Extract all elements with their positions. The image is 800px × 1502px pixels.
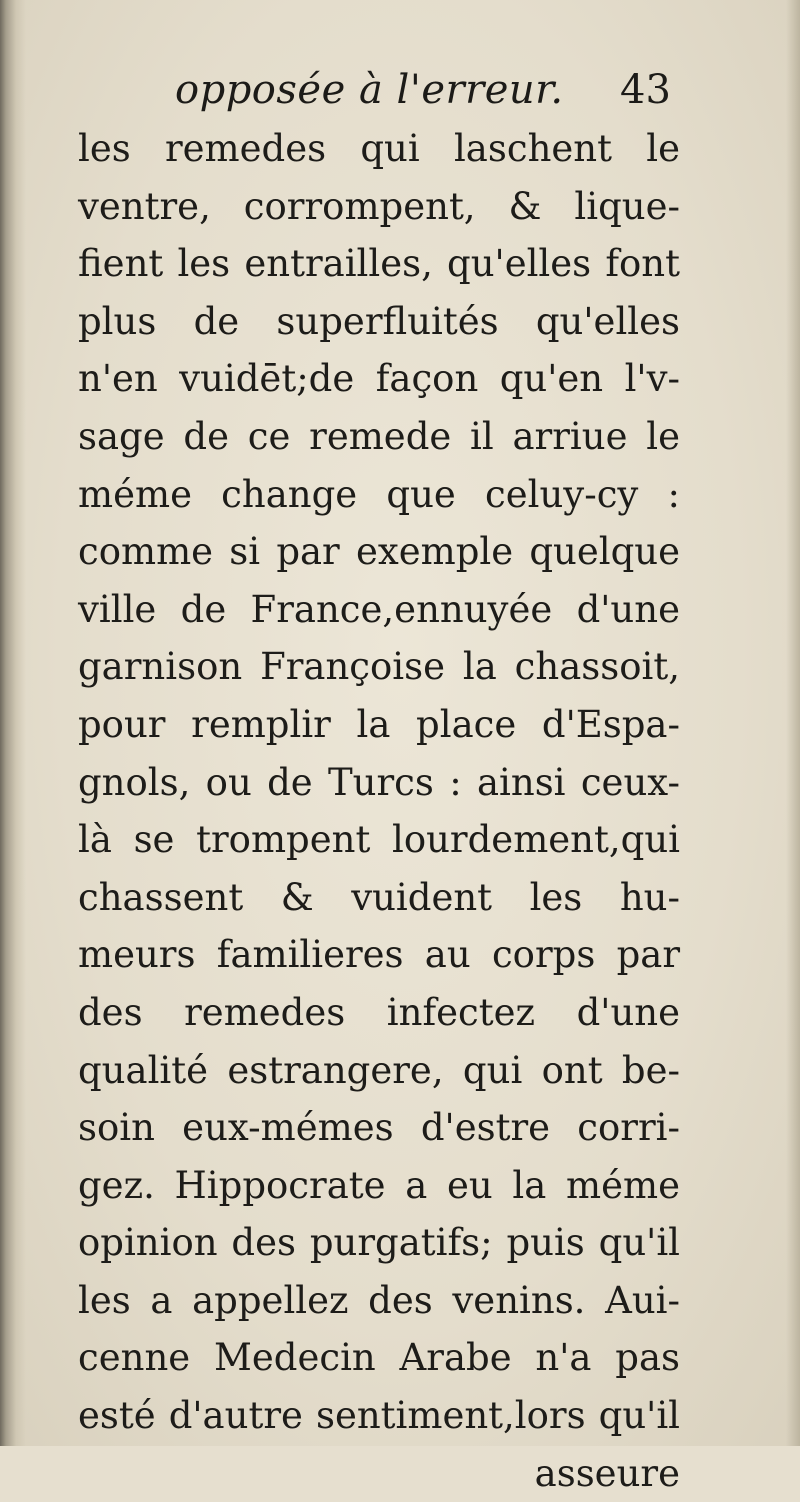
text-line: méme change que celuy-cy : — [78, 472, 680, 516]
page-header — [0, 60, 800, 120]
text-line: meurs familieres au corps par — [78, 933, 680, 977]
text-line: comme si par exemple quelque — [78, 530, 680, 574]
text-line: des remedes infectez d'une — [78, 990, 680, 1034]
text-line: ville de France,ennuyée d'une — [78, 587, 680, 631]
text-line: esté d'autre sentiment,lors qu'il — [78, 1394, 680, 1438]
text-line: opinion des purgatifs; puis qu'il — [78, 1221, 680, 1265]
text-line: cenne Medecin Arabe n'a pas — [78, 1336, 680, 1380]
body-text — [78, 120, 680, 1502]
text-line: ventre, corrompent, & lique- — [78, 184, 680, 228]
page-number: 43 — [620, 67, 671, 113]
text-line: les remedes qui laschent le — [78, 127, 680, 170]
text-line: chassent & vuident les hu- — [78, 875, 680, 919]
running-head: opposée à l'erreur. — [175, 67, 564, 113]
text-line: garnison Françoise la chassoit, — [78, 645, 680, 689]
text-line: qualité estrangere, qui ont be- — [78, 1048, 680, 1092]
text-line: gez. Hippocrate a eu la méme — [78, 1163, 680, 1207]
catchword: asseure — [534, 1451, 680, 1495]
text-line: plus de superfluités qu'elles — [78, 299, 680, 343]
text-line: là se trompent lourdement,qui — [78, 818, 680, 862]
text-line: pour remplir la place d'Espa- — [78, 702, 680, 746]
text-line: les a appellez des venins. Aui- — [78, 1278, 680, 1322]
text-line: soin eux-mémes d'estre corri- — [78, 1106, 680, 1150]
text-line: n'en vuidēt;de façon qu'en l'v- — [78, 357, 680, 401]
text-line: gnols, ou de Turcs : ainsi ceux- — [78, 760, 680, 804]
text-line: fient les entrailles, qu'elles font — [78, 242, 680, 286]
text-line: sage de ce remede il arriue le — [78, 414, 680, 458]
